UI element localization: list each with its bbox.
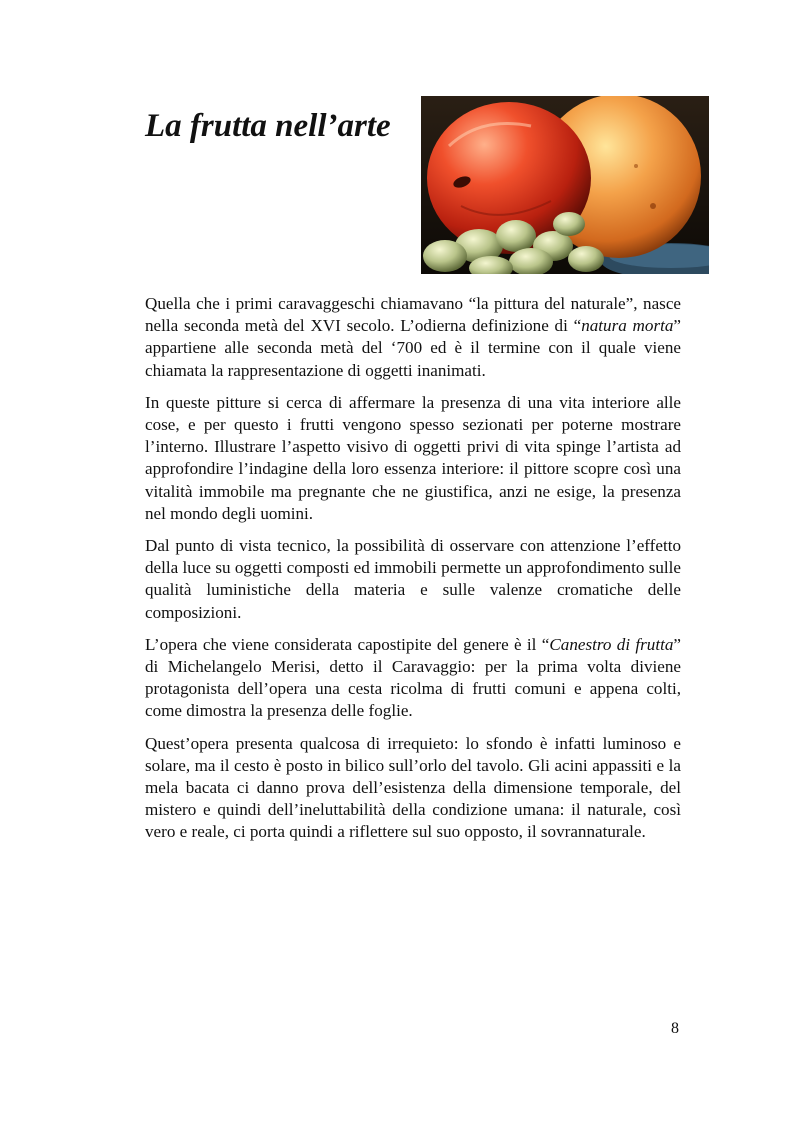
paragraph-5: Quest’opera presenta qualcosa di irrequieto: lo sfondo è infatti luminoso e solare, ma il cesto è posto in bilico sull’orlo del tavolo. Gli acini appassiti e la mela bacata ci danno prova dell’esistenza della dimensione temporale, del mistero e quindi dell’ineluttabilità della condizione umana: il naturale, così vero e reale, ci porta quindi a riflettere sul suo opposto, il sovrannaturale.: [145, 733, 681, 842]
paragraph-3: Dal punto di vista tecnico, la possibilità di osservare con attenzione l’effetto della luce su oggetti composti ed immobili permette un approfondimento sulle qualità luministiche della materia e sulle valenze cromatiche delle composizioni.: [145, 536, 681, 622]
paragraph-1: Quella che i primi caravaggeschi chiamavano “la pittura del naturale”, nasce nella seconda metà del XVI secolo. L’odierna definizione di “natura morta” appartiene alle seconda metà del ‘700 ed è il termine con il quale viene chiamata la rappresentazione di oggetti inanimati.: [145, 294, 681, 380]
page-number: 8: [671, 1020, 679, 1037]
paragraph-4: L’opera che viene considerata capostipite del genere è il “Canestro di frutta” di Michelangelo Merisi, detto il Caravaggio: per la prima volta diviene protagonista dell’opera una cesta ricolma di frutti comuni e appena colti, come dimostra la presenza delle foglie.: [145, 634, 681, 721]
still-life-fruit-image: [421, 96, 709, 274]
paragraph-2: In queste pitture si cerca di affermare la presenza di una vita interiore alle cose, e per questo i frutti vengono spesso sezionati per poterne mostrare l’interno. Illustrare l’aspetto visivo di oggetti privi di vita spinge l’artista ad approfondire l’indagine della loro essenza interiore: il pittore scopre così una vitalità immobile ma pregnante che ne giustifica, anzi ne esige, la presenza nel mondo degli uomini.: [145, 392, 681, 523]
fruit-painting-graphic: [421, 96, 709, 274]
page-title: La frutta nell’arte: [145, 108, 391, 144]
article-body: [145, 293, 681, 854]
